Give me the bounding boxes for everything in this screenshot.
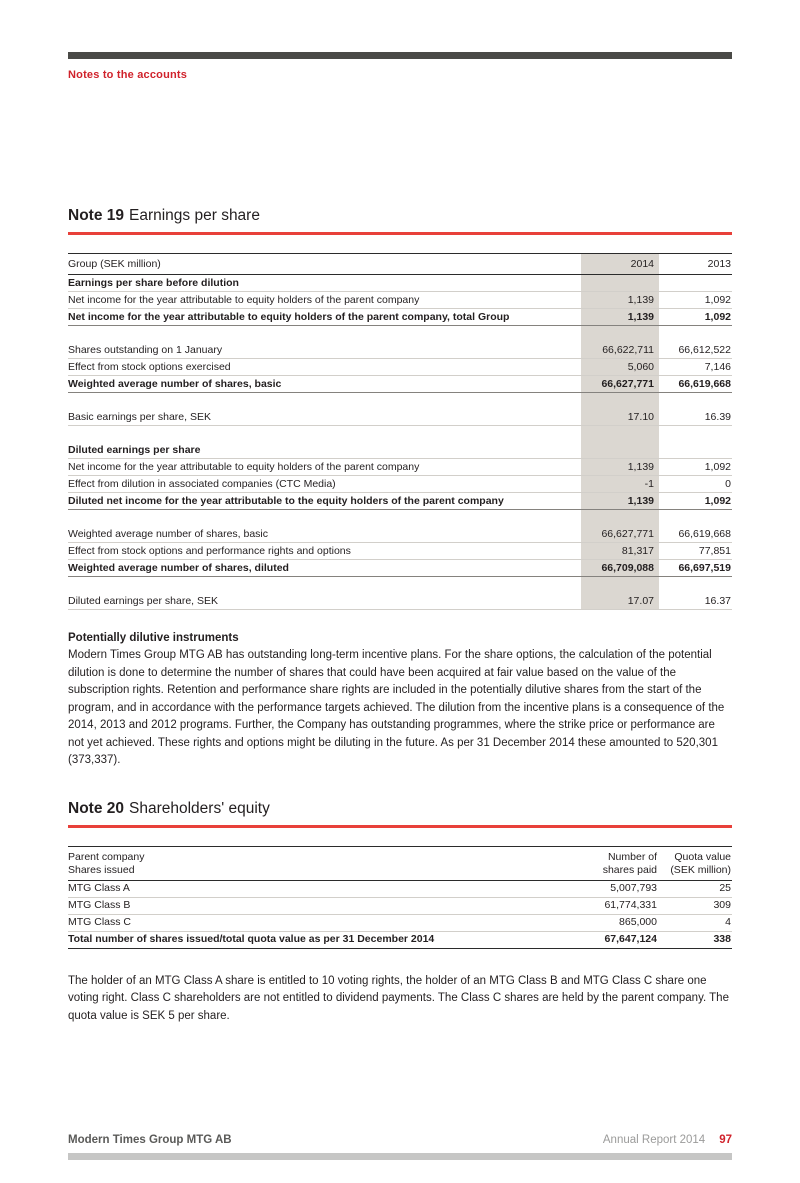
row-label: Effect from stock options and performance rights and options — [68, 543, 581, 560]
row-value: 1,092 — [659, 292, 732, 309]
row-value: 1,139 — [581, 459, 659, 476]
row-label: MTG Class A — [68, 880, 574, 897]
row-value: 1,092 — [659, 459, 732, 476]
row-label — [68, 577, 581, 594]
column-header-2014: 2014 — [581, 254, 659, 275]
column-header-line: Shares issued — [68, 863, 135, 876]
note20-table-head — [68, 846, 732, 880]
table-row — [68, 459, 732, 476]
row-value — [659, 577, 732, 594]
note20-heading-rule — [68, 825, 732, 828]
row-label: Diluted earnings per share — [68, 442, 581, 459]
row-label: Weighted average number of shares, basic — [68, 376, 581, 393]
row-label: Earnings per share before dilution — [68, 275, 581, 292]
row-value — [659, 326, 732, 343]
table-row — [68, 526, 732, 543]
row-label: Shares outstanding on 1 January — [68, 342, 581, 359]
page-footer — [68, 1134, 732, 1160]
row-value — [659, 510, 732, 527]
note19-heading-text: Earnings per share — [129, 207, 260, 224]
row-value: 16.37 — [659, 593, 732, 610]
row-value — [659, 393, 732, 410]
table-row — [68, 880, 732, 897]
table-header-row — [68, 846, 732, 880]
table-row — [68, 593, 732, 610]
table-row — [68, 543, 732, 560]
row-value: -1 — [581, 476, 659, 493]
note19-paragraph: Modern Times Group MTG AB has outstanding long-term incentive plans. For the share options, the calculation of the potential dilution is done to determine the number of shares that could have been acquired at fair value based on the value of the subscription rights. Retention and performance share rights are included in the potentially dilutive shares from the start of the program, and in accordance with the performance targets achieved. The dilution from the incentive plans is a consequence of the 2014, 2013 and 2012 programs. Further, the Company has outstanding programmes, where the strike price or performance are not yet achieved. These rights and options might be diluting in the future. As per 31 December 2014 these amounted to 520,301 (373,337). — [68, 649, 725, 766]
column-header-parent-company — [68, 846, 574, 880]
column-header-line: shares paid — [602, 863, 657, 876]
row-value: 66,622,711 — [581, 342, 659, 359]
row-value: 25 — [658, 880, 732, 897]
row-value: 1,139 — [581, 309, 659, 326]
row-value: 17.10 — [581, 409, 659, 426]
note20-paragraph: The holder of an MTG Class A share is entitled to 10 voting rights, the holder of an MTG Class B and MTG Class C share one voting right. Class C shareholders are not entitled to dividend payments. The Class C shares are held by the parent company. The quota value is SEK 5 per share. — [68, 974, 729, 1022]
row-label — [68, 326, 581, 343]
column-header-line: Number of — [607, 850, 657, 863]
note19-subheading: Potentially dilutive instruments — [68, 632, 239, 644]
row-value: 77,851 — [659, 543, 732, 560]
row-label: Weighted average number of shares, basic — [68, 526, 581, 543]
table-row — [68, 426, 732, 443]
footer-row — [68, 1134, 732, 1146]
row-label: Diluted earnings per share, SEK — [68, 593, 581, 610]
section-label: Notes to the accounts — [68, 69, 188, 81]
table-row — [68, 376, 732, 393]
row-value: 1,139 — [581, 292, 659, 309]
row-value: 66,627,771 — [581, 526, 659, 543]
table-row — [68, 914, 732, 931]
row-label — [68, 393, 581, 410]
row-value — [581, 577, 659, 594]
row-label — [68, 426, 581, 443]
row-value — [581, 326, 659, 343]
column-header-2013: 2013 — [659, 254, 732, 275]
row-label: Net income for the year attributable to equity holders of the parent company, total Group — [68, 309, 581, 326]
row-value: 66,709,088 — [581, 560, 659, 577]
row-value — [659, 426, 732, 443]
row-value: 1,139 — [581, 493, 659, 510]
footer-company: Modern Times Group MTG AB — [68, 1134, 232, 1146]
row-value — [659, 442, 732, 459]
row-label: Total number of shares issued/total quota value as per 31 December 2014 — [68, 931, 574, 948]
row-label: Net income for the year attributable to equity holders of the parent company — [68, 459, 581, 476]
note19-table-body — [68, 275, 732, 610]
row-value — [581, 426, 659, 443]
row-value: 17.07 — [581, 593, 659, 610]
table-row — [68, 292, 732, 309]
column-header-line: Parent company — [68, 850, 145, 863]
note19-table-head — [68, 254, 732, 275]
row-value: 81,317 — [581, 543, 659, 560]
page-number: 97 — [719, 1134, 732, 1146]
note20-table — [68, 846, 732, 949]
row-value — [659, 275, 732, 292]
column-header-group: Group (SEK million) — [68, 254, 581, 275]
top-bar — [68, 52, 732, 59]
row-value: 66,612,522 — [659, 342, 732, 359]
table-row — [68, 409, 732, 426]
table-row — [68, 359, 732, 376]
table-row — [68, 897, 732, 914]
row-label: Diluted net income for the year attributable to the equity holders of the parent company — [68, 493, 581, 510]
row-value: 338 — [658, 931, 732, 948]
row-value: 16.39 — [659, 409, 732, 426]
table-row — [68, 342, 732, 359]
row-value — [581, 393, 659, 410]
column-header-shares-paid — [574, 846, 658, 880]
table-header-row — [68, 254, 732, 275]
row-value: 67,647,124 — [574, 931, 658, 948]
table-row — [68, 442, 732, 459]
column-header-line: (SEK million) — [670, 863, 731, 876]
note19-heading — [68, 207, 732, 225]
row-label: Basic earnings per share, SEK — [68, 409, 581, 426]
row-label: Effect from stock options exercised — [68, 359, 581, 376]
table-row — [68, 510, 732, 527]
note19-heading-number: Note 19 — [68, 207, 124, 224]
footer-report-title: Annual Report 2014 — [602, 1134, 706, 1146]
note20-heading-text: Shareholders' equity — [129, 799, 270, 817]
row-label: Weighted average number of shares, diluted — [68, 560, 581, 577]
table-row — [68, 309, 732, 326]
row-value: 66,697,519 — [659, 560, 732, 577]
table-row — [68, 326, 732, 343]
row-value: 5,007,793 — [574, 880, 658, 897]
row-value: 66,619,668 — [659, 526, 732, 543]
row-value: 5,060 — [581, 359, 659, 376]
row-value — [581, 510, 659, 527]
row-label: MTG Class B — [68, 897, 574, 914]
row-value: 309 — [658, 897, 732, 914]
row-value: 7,146 — [659, 359, 732, 376]
table-row — [68, 493, 732, 510]
footer-right-group — [603, 1134, 732, 1146]
note19-table — [68, 253, 732, 610]
column-header-quota-value — [658, 846, 732, 880]
table-row — [68, 476, 732, 493]
row-value: 66,627,771 — [581, 376, 659, 393]
row-label: Effect from dilution in associated companies (CTC Media) — [68, 476, 581, 493]
row-label: Net income for the year attributable to equity holders of the parent company — [68, 292, 581, 309]
row-label: MTG Class C — [68, 914, 574, 931]
row-value: 865,000 — [574, 914, 658, 931]
note20-heading — [68, 800, 732, 818]
table-row — [68, 275, 732, 292]
row-value — [581, 442, 659, 459]
row-value: 1,092 — [659, 493, 732, 510]
table-row — [68, 577, 732, 594]
row-value — [581, 275, 659, 292]
note19-heading-rule — [68, 232, 732, 235]
page-content — [0, 52, 800, 1025]
table-row — [68, 393, 732, 410]
row-value: 66,619,668 — [659, 376, 732, 393]
row-value: 4 — [658, 914, 732, 931]
footer-bar — [68, 1153, 732, 1160]
row-value: 0 — [659, 476, 732, 493]
table-row — [68, 931, 732, 948]
row-label — [68, 510, 581, 527]
row-value: 61,774,331 — [574, 897, 658, 914]
table-row — [68, 560, 732, 577]
column-header-line: Quota value — [674, 850, 731, 863]
note20-table-body — [68, 880, 732, 948]
note20-heading-number: Note 20 — [68, 799, 124, 817]
row-value: 1,092 — [659, 309, 732, 326]
